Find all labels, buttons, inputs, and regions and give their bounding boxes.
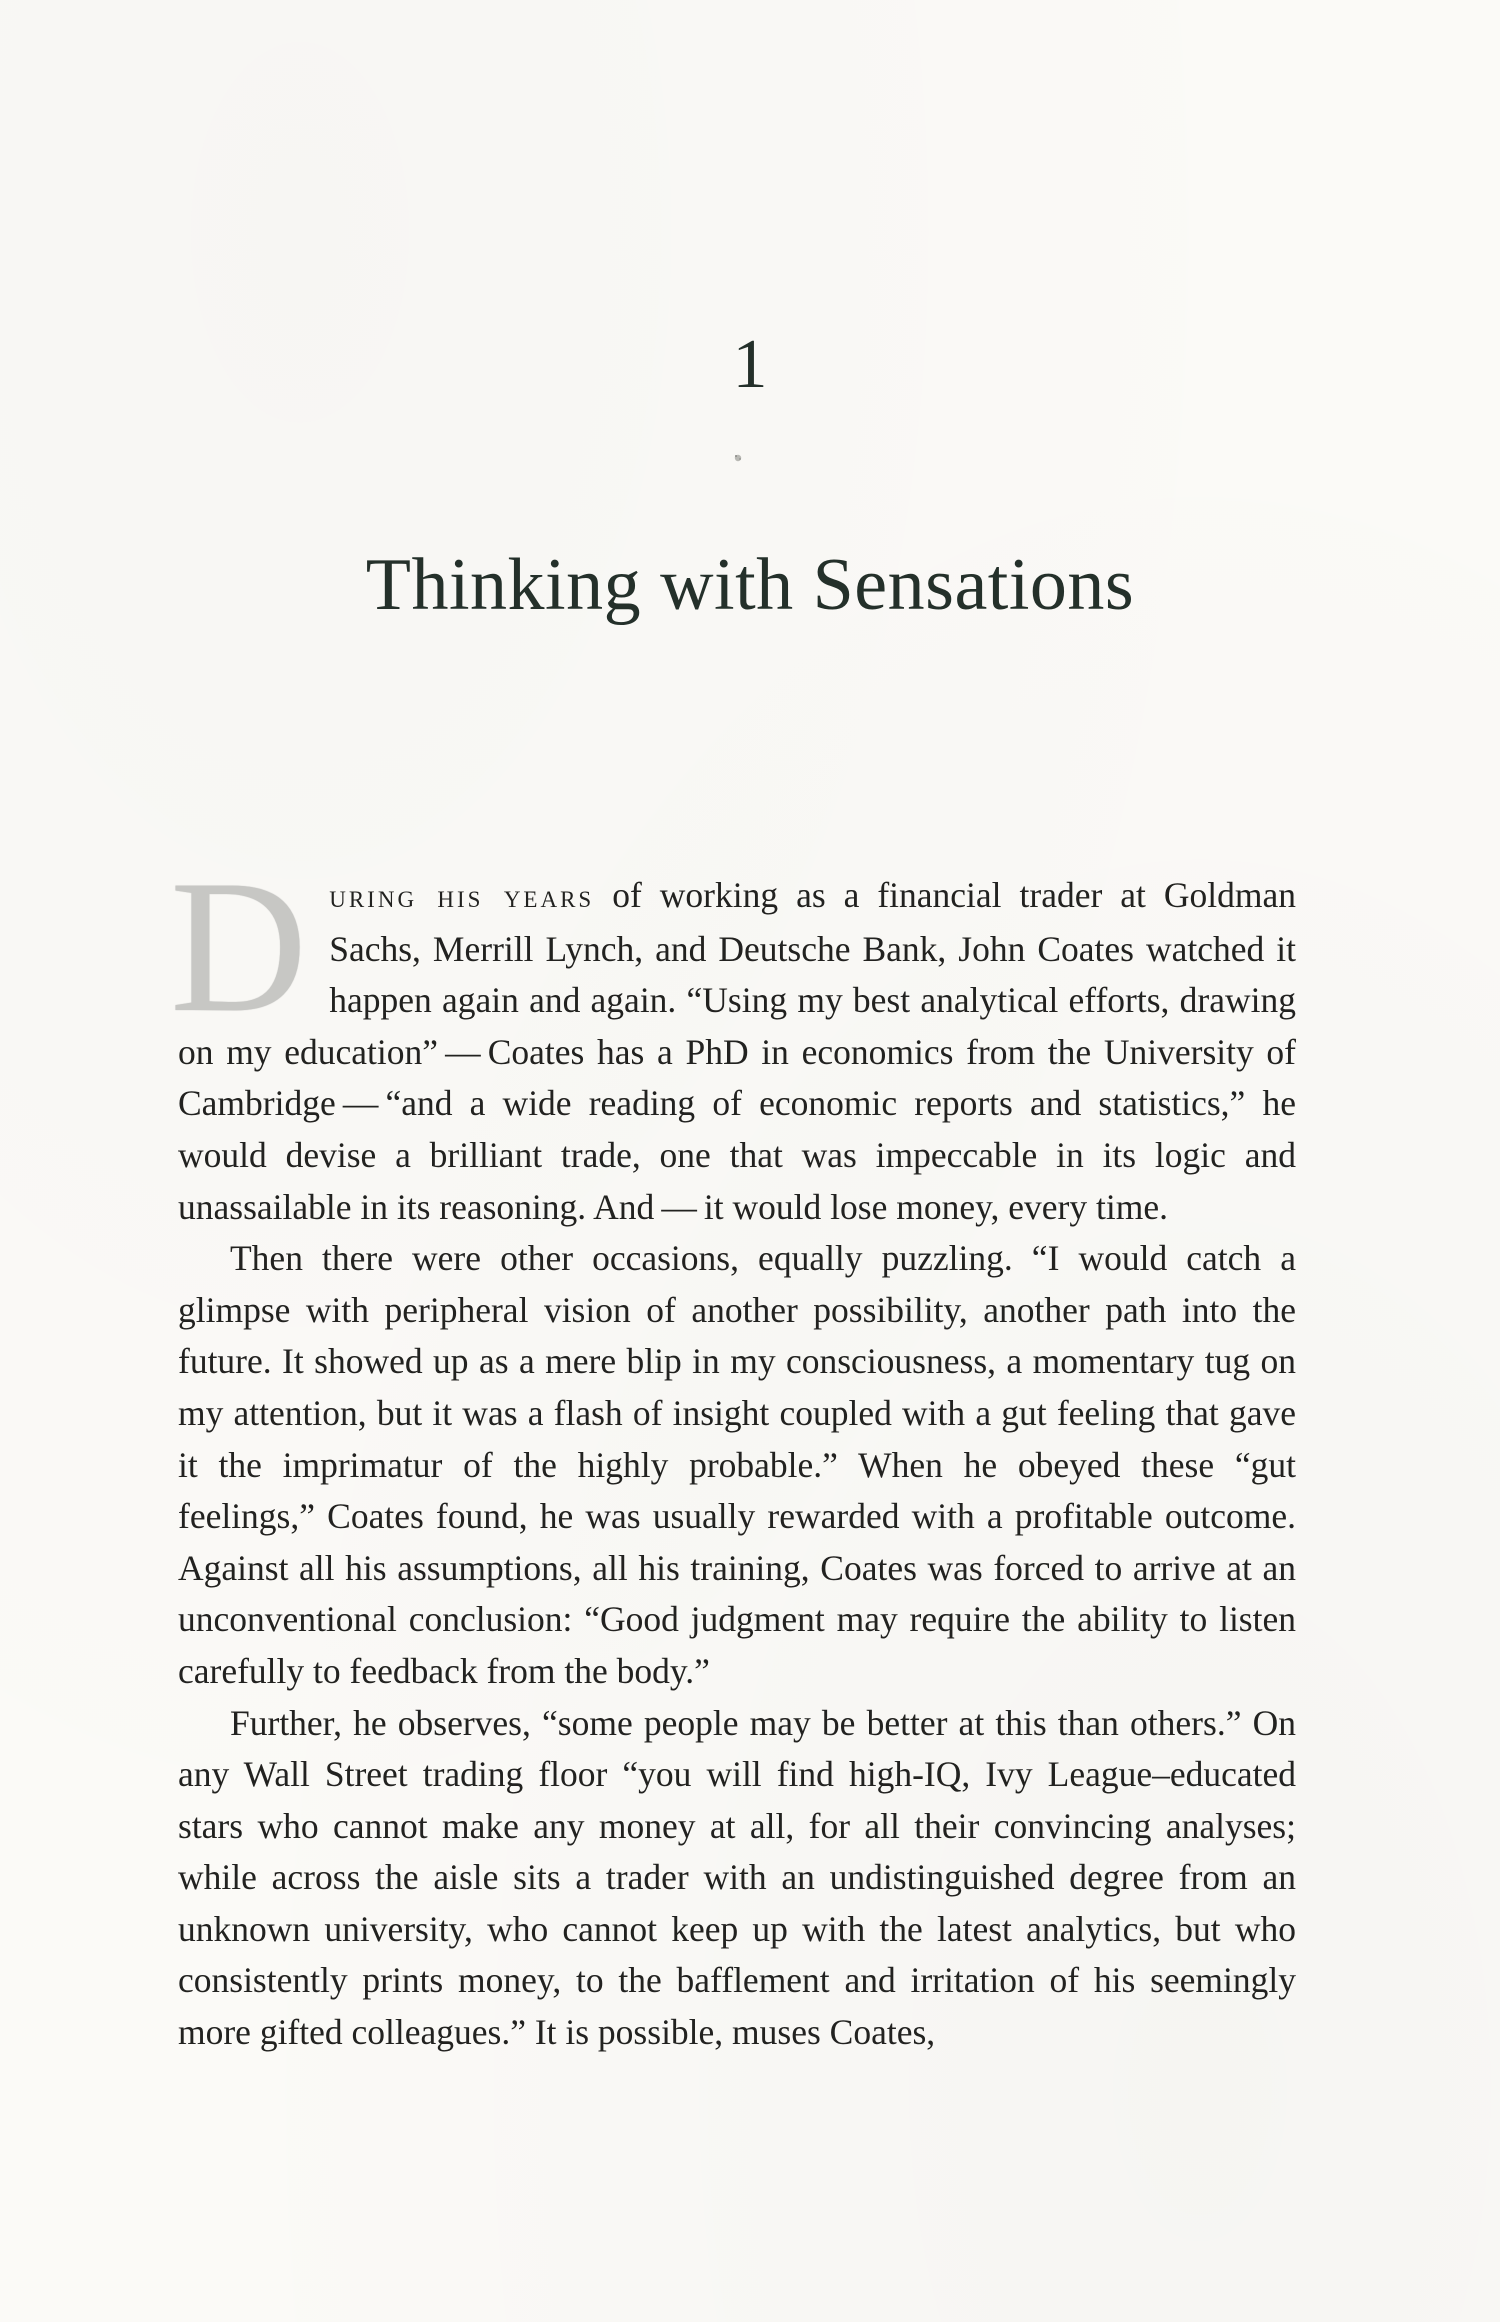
paragraph-1 (170, 842, 1296, 1233)
chapter-ornament-icon (733, 453, 743, 463)
opening-smallcaps: uring his years (329, 879, 595, 915)
chapter-body (170, 842, 1296, 2059)
paragraph-2: Then there were other occasions, equally puzzling. “I would catch a glimpse with peripheral vision of another possibility, another path into the future. It showed up as a mere blip in my consciousness, a momentary tug on my attention, but it was a flash of insight coupled with a gut feeling that gave it the imprimatur of the highly probable.” When he obeyed these “gut feelings,” Coates found, he was usually rewarded with a profitable outcome. Against all his assumptions, all his training, Coates was forced to arrive at an unconventional conclusion: “Good judgment may require the ability to listen carefully to feedback from the body.” (178, 1238, 1296, 1691)
drop-cap: D (170, 842, 308, 1052)
paragraph-1-text: of working as a financial trader at Goldman Sachs, Merrill Lynch, and Deutsche Bank, John Coates watched it happen again and again. “Using my best analytical efforts, drawing on my education” — Coates has a PhD in economics from the University of Cambridge — “and a wide reading of economic reports and statistics,” he would devise a brilliant trade, one that was impeccable in its logic and unassailable in its reasoning. And — it would lose money, every time. (178, 875, 1296, 1227)
chapter-title: Thinking with Sensations (365, 544, 1135, 626)
paragraph-3: Further, he observes, “some people may be better at this than others.” On any Wall Street trading floor “you will find high-IQ, Ivy League–educated stars who cannot make any money at all, for all their convincing analyses; while across the aisle sits a trader with an undistinguished degree from an unknown university, who cannot keep up with the latest analytics, but who consistently prints money, to the bafflement and irritation of his seemingly more gifted colleagues.” It is possible, muses Coates, (178, 1702, 1296, 2053)
chapter-number: 1 (732, 326, 768, 403)
